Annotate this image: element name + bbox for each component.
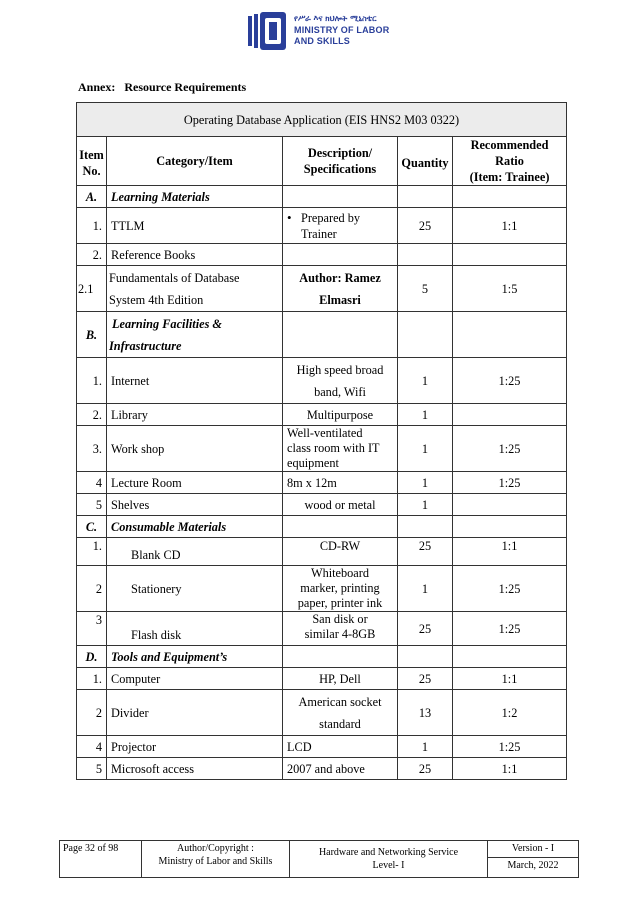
row-ratio: 1:1 bbox=[453, 538, 567, 566]
footer-course-line2: Level- I bbox=[372, 860, 405, 871]
row-ratio: 1:1 bbox=[453, 668, 567, 690]
table-caption: Operating Database Application (EIS HNS2 M03 0322) bbox=[77, 103, 567, 137]
row-qty: 1 bbox=[398, 404, 453, 426]
row-item: Projector bbox=[107, 736, 283, 758]
header-item-no bbox=[77, 137, 107, 186]
row-desc bbox=[283, 208, 398, 244]
page-footer bbox=[59, 840, 579, 878]
logo-line-1: MINISTRY OF LABOR bbox=[294, 25, 390, 35]
row-desc-line2: similar 4-8GB bbox=[304, 627, 376, 641]
table-row bbox=[77, 612, 567, 646]
header-item-label: Item bbox=[79, 147, 104, 162]
row-no: 3. bbox=[77, 426, 107, 472]
header-ratio-line3: (Item: Trainee) bbox=[469, 170, 550, 184]
row-desc-line2: Elmasri bbox=[319, 292, 361, 307]
row-desc-line1: Author: Ramez bbox=[299, 270, 381, 285]
row-qty: 25 bbox=[398, 612, 453, 646]
row-item: Microsoft access bbox=[107, 758, 283, 780]
row-no: 1. bbox=[77, 668, 107, 690]
table-row bbox=[77, 758, 567, 780]
footer-date: March, 2022 bbox=[488, 858, 579, 878]
section-row-c bbox=[77, 516, 567, 538]
row-ratio: 1:1 bbox=[453, 208, 567, 244]
section-title: Learning Materials bbox=[107, 186, 283, 208]
annex-title: Annex: Resource Requirements bbox=[78, 80, 247, 94]
table-row bbox=[77, 208, 567, 244]
footer-page-number: Page 32 of 98 bbox=[60, 841, 142, 878]
table-row bbox=[77, 404, 567, 426]
row-qty: 25 bbox=[398, 668, 453, 690]
ministry-logo bbox=[246, 12, 396, 52]
row-desc: Multipurpose bbox=[283, 404, 398, 426]
row-desc: 2007 and above bbox=[283, 758, 398, 780]
row-qty: 1 bbox=[398, 494, 453, 516]
section-no: A. bbox=[77, 186, 107, 208]
row-ratio: 1:25 bbox=[453, 472, 567, 494]
header-no-label: No. bbox=[82, 163, 101, 178]
logo-line-2: AND SKILLS bbox=[294, 36, 350, 46]
section-title-line1: Learning Facilities & bbox=[112, 316, 222, 331]
row-desc-line2: Trainer bbox=[301, 226, 337, 241]
header-desc-line1: Description/ bbox=[307, 146, 373, 160]
section-title: Tools and Equipment’s bbox=[107, 646, 283, 668]
row-no: 4 bbox=[77, 472, 107, 494]
section-no: D. bbox=[77, 646, 107, 668]
row-no: 1. bbox=[77, 538, 107, 566]
header-description bbox=[283, 137, 398, 186]
row-qty: 1 bbox=[398, 358, 453, 404]
header-ratio bbox=[453, 137, 567, 186]
row-ratio: 1:25 bbox=[453, 612, 567, 646]
section-row-b bbox=[77, 312, 567, 358]
row-item: TTLM bbox=[107, 208, 283, 244]
row-desc-line1: Prepared by bbox=[301, 210, 361, 225]
row-item: Stationery bbox=[107, 566, 283, 612]
row-desc: HP, Dell bbox=[283, 668, 398, 690]
row-desc-line1: San disk or bbox=[312, 612, 368, 626]
section-row-a bbox=[77, 186, 567, 208]
row-no: 4 bbox=[77, 736, 107, 758]
row-desc bbox=[283, 566, 398, 612]
row-desc-line1: American socket bbox=[298, 694, 382, 709]
row-no: 3 bbox=[77, 612, 107, 646]
footer-author-line1: Author/Copyright : bbox=[177, 843, 254, 854]
section-title-line2: Infrastructure bbox=[109, 338, 182, 353]
table-row bbox=[77, 358, 567, 404]
resource-table bbox=[76, 102, 567, 780]
table-row bbox=[77, 736, 567, 758]
row-desc-line2: class room with IT bbox=[287, 441, 380, 455]
row-item: Flash disk bbox=[107, 612, 283, 646]
header-ratio-line1: Recommended bbox=[470, 138, 549, 152]
row-item bbox=[107, 266, 283, 312]
row-desc-line2: marker, printing bbox=[300, 581, 380, 595]
row-desc bbox=[283, 426, 398, 472]
row-desc: LCD bbox=[283, 736, 398, 758]
row-no: 5 bbox=[77, 758, 107, 780]
row-no: 1. bbox=[77, 358, 107, 404]
row-desc bbox=[283, 612, 398, 646]
table-caption-row bbox=[77, 103, 567, 137]
row-desc bbox=[283, 266, 398, 312]
table-row bbox=[77, 538, 567, 566]
table-row bbox=[77, 566, 567, 612]
row-no: 2.1 bbox=[77, 266, 107, 312]
table-row bbox=[77, 426, 567, 472]
section-title bbox=[107, 312, 283, 358]
row-desc-line1: Well-ventilated bbox=[287, 426, 363, 440]
row-qty: 1 bbox=[398, 472, 453, 494]
row-qty: 1 bbox=[398, 426, 453, 472]
row-qty: 25 bbox=[398, 538, 453, 566]
row-desc: wood or metal bbox=[283, 494, 398, 516]
table-row bbox=[77, 244, 567, 266]
row-qty: 25 bbox=[398, 208, 453, 244]
row-item: Shelves bbox=[107, 494, 283, 516]
row-qty: 1 bbox=[398, 566, 453, 612]
row-desc-line3: paper, printer ink bbox=[297, 596, 383, 610]
row-item: Reference Books bbox=[107, 244, 283, 266]
row-desc bbox=[283, 358, 398, 404]
table-header-row bbox=[77, 137, 567, 186]
row-item: Computer bbox=[107, 668, 283, 690]
header-desc-line2: Specifications bbox=[303, 162, 377, 176]
row-item: Work shop bbox=[107, 426, 283, 472]
section-no: B. bbox=[77, 312, 107, 358]
header-ratio-line2: Ratio bbox=[495, 154, 524, 168]
row-ratio: 1:2 bbox=[453, 690, 567, 736]
row-desc bbox=[283, 690, 398, 736]
row-desc-line2: band, Wifi bbox=[314, 384, 366, 399]
table-row bbox=[77, 472, 567, 494]
row-qty: 5 bbox=[398, 266, 453, 312]
row-item-line1: Fundamentals of Database bbox=[109, 270, 240, 285]
logo-amharic-text: የሥራ እና ክህሎት ሚኒስቴር bbox=[294, 14, 377, 23]
row-item: Internet bbox=[107, 358, 283, 404]
table-row bbox=[77, 266, 567, 312]
row-item: Lecture Room bbox=[107, 472, 283, 494]
ministry-emblem-icon bbox=[246, 12, 290, 50]
table-row bbox=[77, 668, 567, 690]
footer-course-line1: Hardware and Networking Service bbox=[318, 847, 459, 858]
row-desc-line1: High speed broad bbox=[296, 362, 384, 377]
row-ratio: 1:25 bbox=[453, 358, 567, 404]
footer-version: Version - I bbox=[488, 841, 579, 858]
row-item-line2: System 4th Edition bbox=[109, 292, 204, 307]
section-row-d bbox=[77, 646, 567, 668]
footer-author-line2: Ministry of Labor and Skills bbox=[158, 856, 273, 867]
table-row bbox=[77, 690, 567, 736]
row-desc: 8m x 12m bbox=[283, 472, 398, 494]
footer-author bbox=[142, 841, 290, 878]
row-desc-line1: Whiteboard bbox=[310, 566, 370, 580]
row-no: 2 bbox=[77, 566, 107, 612]
row-ratio: 1:5 bbox=[453, 266, 567, 312]
row-item: Blank CD bbox=[107, 538, 283, 566]
row-ratio: 1:25 bbox=[453, 736, 567, 758]
section-no: C. bbox=[77, 516, 107, 538]
row-no: 2. bbox=[77, 404, 107, 426]
row-desc-line3: equipment bbox=[287, 456, 339, 470]
header-category: Category/Item bbox=[107, 137, 283, 186]
row-item: Library bbox=[107, 404, 283, 426]
row-ratio: 1:25 bbox=[453, 566, 567, 612]
header-quantity: Quantity bbox=[398, 137, 453, 186]
table-row bbox=[77, 494, 567, 516]
row-qty: 1 bbox=[398, 736, 453, 758]
row-no: 1. bbox=[77, 208, 107, 244]
row-desc-line2: standard bbox=[319, 716, 361, 731]
footer-course bbox=[290, 841, 488, 878]
row-ratio: 1:25 bbox=[453, 426, 567, 472]
section-title: Consumable Materials bbox=[107, 516, 283, 538]
row-desc: CD-RW bbox=[283, 538, 398, 566]
row-no: 2. bbox=[77, 244, 107, 266]
row-qty: 25 bbox=[398, 758, 453, 780]
row-item: Divider bbox=[107, 690, 283, 736]
row-no: 2 bbox=[77, 690, 107, 736]
bullet-icon: • bbox=[287, 209, 292, 225]
row-qty: 13 bbox=[398, 690, 453, 736]
row-no: 5 bbox=[77, 494, 107, 516]
row-ratio: 1:1 bbox=[453, 758, 567, 780]
